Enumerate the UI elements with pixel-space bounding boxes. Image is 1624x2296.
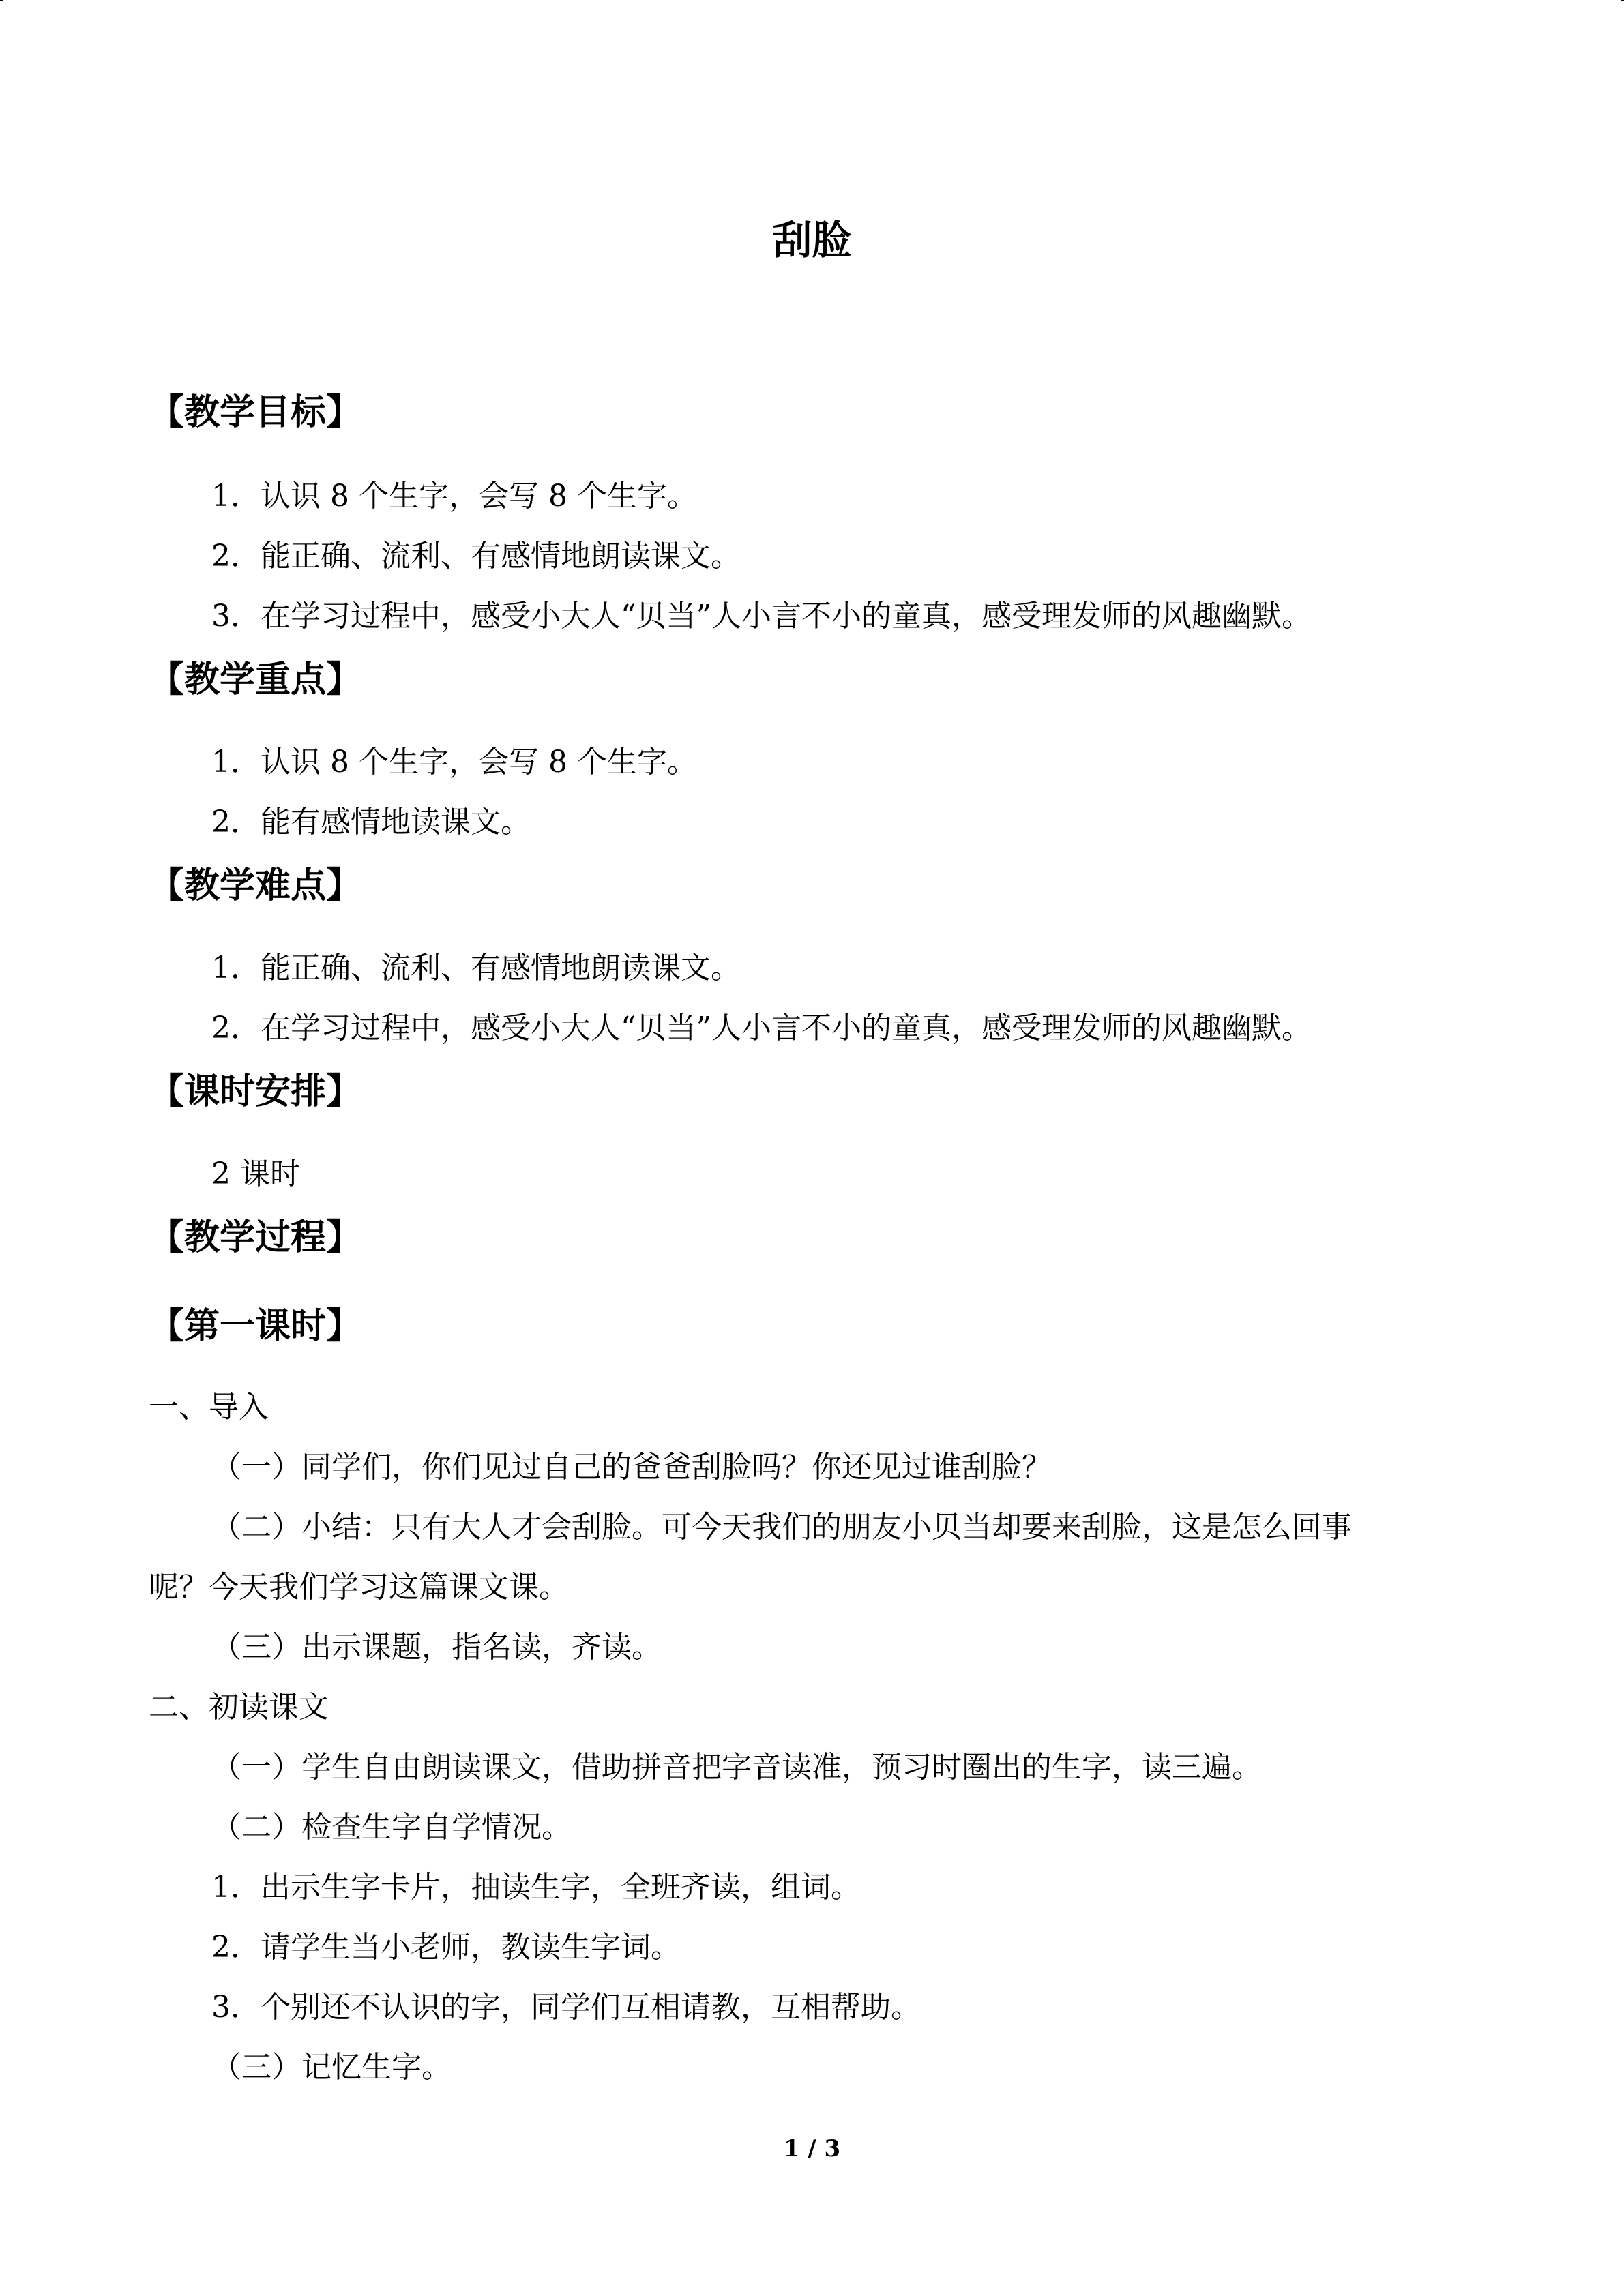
page-title: 刮脸 — [772, 217, 852, 263]
goal-item-1: 1．认识 8 个生字，会写 8 个生字。 — [211, 479, 697, 513]
heading-key-points: 【教学重点】 — [149, 659, 362, 700]
part1-line-2-cont: 呢？今天我们学习这篇课文课。 — [149, 1570, 569, 1605]
part2-line-4: 2．请学生当小老师，教读生字词。 — [211, 1930, 681, 1965]
page-number: 1 / 3 — [783, 2135, 841, 2162]
part1-title: 一、导入 — [149, 1390, 269, 1425]
schedule-text: 2 课时 — [211, 1157, 300, 1191]
key-point-item-2: 2．能有感情地读课文。 — [211, 805, 531, 839]
corner-mark-right — [1621, 0, 1624, 1]
heading-schedule: 【课时安排】 — [149, 1071, 362, 1112]
heading-goals: 【教学目标】 — [149, 392, 362, 433]
difficulty-item-1: 1．能正确、流利、有感情地朗读课文。 — [211, 951, 741, 985]
heading-process: 【教学过程】 — [149, 1217, 362, 1258]
part1-line-2: （二）小结：只有大人才会刮脸。可今天我们的朋友小贝当却要来刮脸，这是怎么回事 — [211, 1510, 1352, 1545]
goal-item-2: 2．能正确、流利、有感情地朗读课文。 — [211, 539, 741, 573]
heading-lesson1: 【第一课时】 — [149, 1306, 362, 1347]
part2-line-2: （二）检查生字自学情况。 — [211, 1810, 572, 1845]
goal-item-3: 3．在学习过程中，感受小大人“贝当”人小言不小的童真，感受理发师的风趣幽默。 — [211, 599, 1312, 633]
heading-difficulties: 【教学难点】 — [149, 865, 362, 906]
difficulty-item-2: 2．在学习过程中，感受小大人“贝当”人小言不小的童真，感受理发师的风趣幽默。 — [211, 1011, 1312, 1045]
part2-title: 二、初读课文 — [149, 1690, 329, 1725]
part1-line-3: （三）出示课题，指名读，齐读。 — [211, 1630, 662, 1665]
key-point-item-1: 1．认识 8 个生字，会写 8 个生字。 — [211, 745, 697, 779]
corner-mark-left — [0, 0, 3, 1]
part2-line-6: （三）记忆生字。 — [211, 2050, 452, 2085]
part2-line-1: （一）学生自由朗读课文，借助拼音把字音读准，预习时圈出的生字，读三遍。 — [211, 1750, 1262, 1785]
part1-line-1: （一）同学们，你们见过自己的爸爸刮脸吗？你还见过谁刮脸？ — [211, 1450, 1052, 1485]
part2-line-3: 1．出示生字卡片，抽读生字，全班齐读，组词。 — [211, 1870, 861, 1905]
part2-line-5: 3．个别还不认识的字，同学们互相请教，互相帮助。 — [211, 1990, 921, 2025]
